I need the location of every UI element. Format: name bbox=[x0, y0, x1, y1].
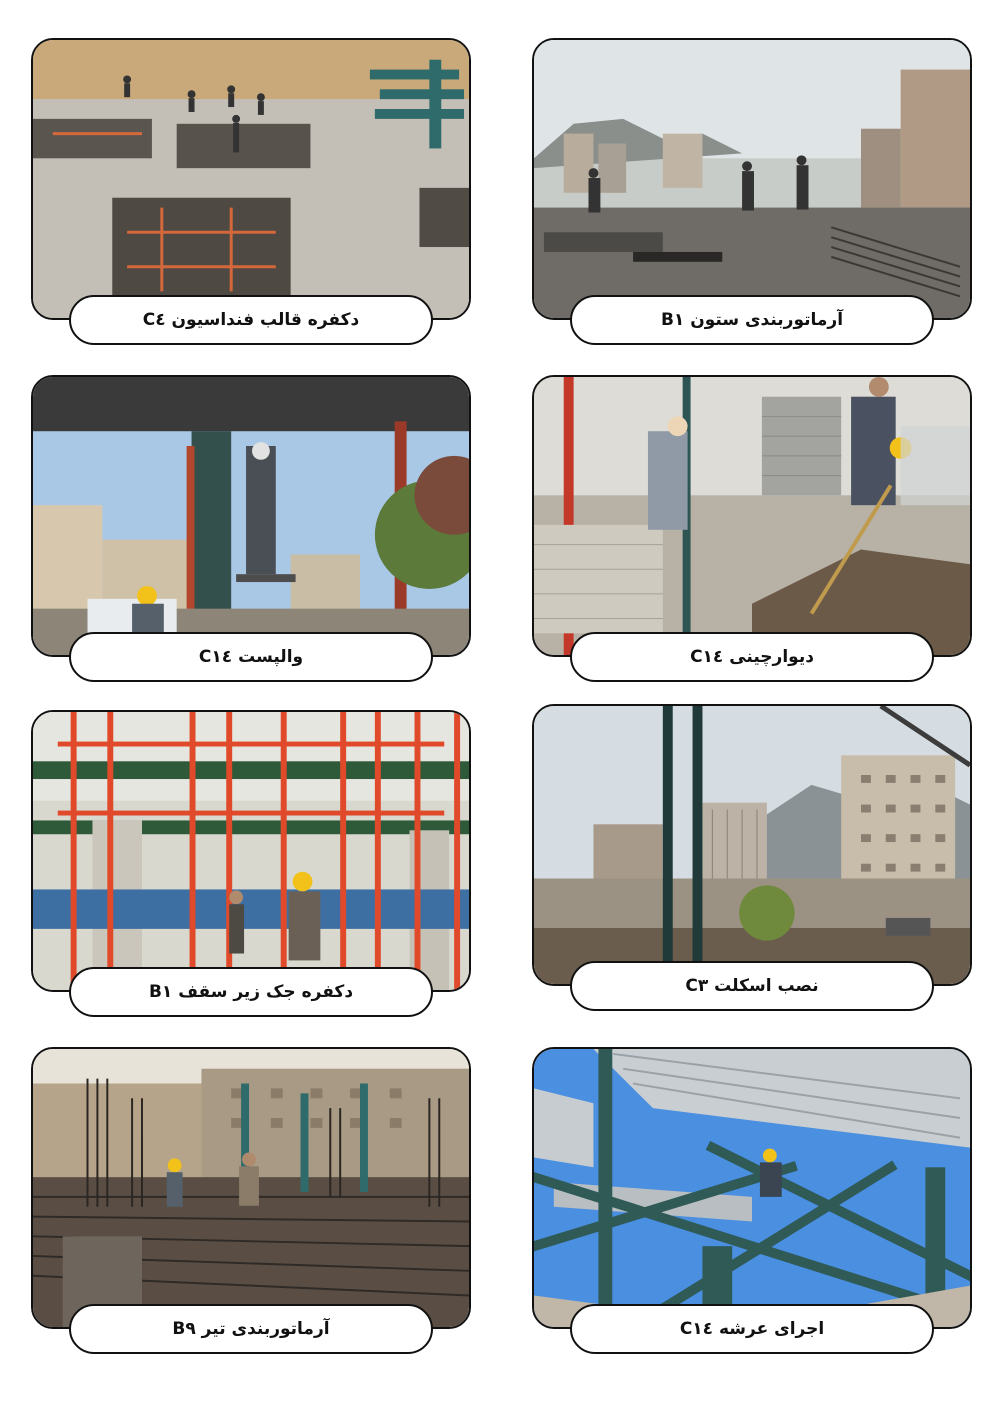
caption-wallpost: والپست C١٤ bbox=[69, 632, 433, 682]
caption-foundation-formwork: دکفره قالب فنداسیون C٤ bbox=[69, 295, 433, 345]
photo-deck bbox=[532, 1047, 972, 1329]
caption-masonry: دیوارچینی C١٤ bbox=[570, 632, 934, 682]
photo-column-rebar bbox=[532, 38, 972, 320]
photo-beam-rebar bbox=[31, 1047, 471, 1329]
photo-skeleton-install bbox=[532, 704, 972, 986]
photo-masonry bbox=[532, 375, 972, 657]
caption-beam-rebar: آرماتوربندی تیر B٩ bbox=[69, 1304, 433, 1354]
caption-skeleton-install: نصب اسکلت C٣ bbox=[570, 961, 934, 1011]
photo-foundation-formwork bbox=[31, 38, 471, 320]
photo-wallpost bbox=[31, 375, 471, 657]
caption-column-rebar: آرماتوربندی ستون B١ bbox=[570, 295, 934, 345]
photo-jack-removal bbox=[31, 710, 471, 992]
caption-jack-removal: دکفره جک زیر سقف B١ bbox=[69, 967, 433, 1017]
caption-deck: اجرای عرشه C١٤ bbox=[570, 1304, 934, 1354]
